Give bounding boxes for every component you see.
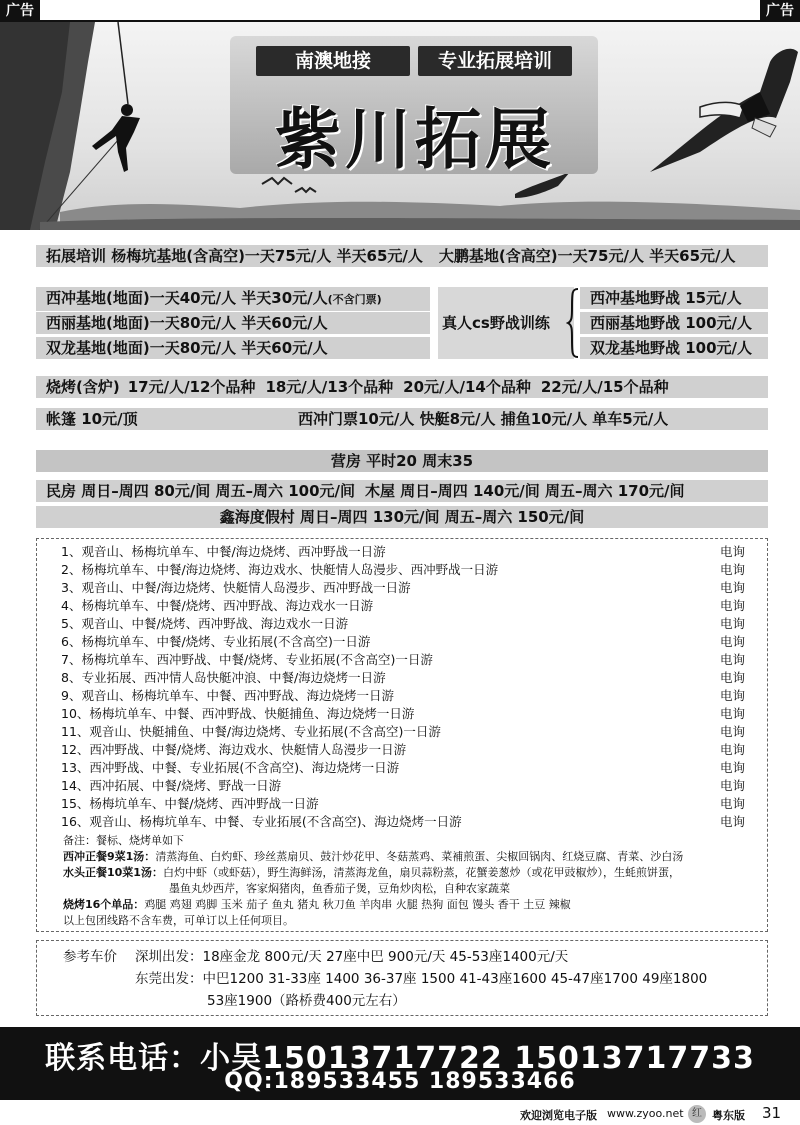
itinerary-price: 电询 xyxy=(719,652,745,667)
itinerary-text: 12、西冲野战、中餐/烧烤、海边戏水、快艇情人岛漫步一日游 xyxy=(61,742,407,757)
itinerary-price: 电询 xyxy=(719,814,745,829)
itinerary-price: 电询 xyxy=(719,706,745,721)
itinerary-price: 电询 xyxy=(719,562,745,577)
car-price-dongguan-cont: 53座1900（路桥费400元左右） xyxy=(207,993,406,1009)
cs-xili: 西丽基地野战 100元/人 xyxy=(580,312,768,334)
climbing-rope xyxy=(118,22,128,104)
itinerary-item xyxy=(61,813,745,831)
itinerary-text: 3、观音山、中餐/海边烧烤、快艇情人岛漫步、西冲野战一日游 xyxy=(61,580,411,595)
footer xyxy=(0,1103,800,1125)
itinerary-item xyxy=(61,669,745,687)
cs-label: 真人cs野战训练 xyxy=(438,287,574,359)
itinerary-item xyxy=(61,579,745,597)
itinerary-price: 电询 xyxy=(719,724,745,739)
itinerary-text: 6、杨梅坑单车、中餐/烧烤、专业拓展(不含高空)一日游 xyxy=(61,634,371,649)
price-row-bbq xyxy=(36,376,768,398)
itinerary-item xyxy=(61,759,745,777)
xichong-menu-items: 清蒸海鱼、白灼虾、珍丝蒸扇贝、鼓汁炒花甲、冬菇蒸鸡、菜補煎蛋、尖椒回锅肉、红烧豆腐、青菜、沙白汤 xyxy=(155,850,684,863)
bbq-option-3: 20元/人/14个品种 xyxy=(403,378,531,396)
itinerary-text: 7、杨梅坑单车、西冲野战、中餐/烧烤、专业拓展(不含高空)一日游 xyxy=(61,652,433,667)
itinerary-item xyxy=(61,615,745,633)
bbq16-menu-items: 鸡腿 鸡翅 鸡脚 玉米 茄子 鱼丸 猪丸 秋刀鱼 羊肉串 火腿 热狗 面包 馒头 香干 土豆 辣椒 xyxy=(144,898,571,911)
shuitou-menu-items: 白灼中虾（或虾菇），野生海鲜汤，清蒸海龙鱼，扇贝蒜粉蒸，花蟹姜葱炒（或花甲豉椒炒），生蚝煎饼蛋， xyxy=(162,866,680,879)
itinerary-price: 电询 xyxy=(719,598,745,613)
price-row-tent xyxy=(36,408,768,430)
tent-price: 帐篷 10元/顶 xyxy=(46,410,138,428)
banner xyxy=(0,22,800,230)
resort-price: 鑫海度假村 周日–周四 130元/间 周五–周六 150元/间 xyxy=(36,506,768,528)
bbq-label: 烧烤(含炉) xyxy=(46,378,120,396)
bbq-option-2: 18元/人/13个品种 xyxy=(265,378,394,396)
itinerary-text: 13、西冲野战、中餐、专业拓展(不含高空)、海边烧烤一日游 xyxy=(61,760,400,775)
itinerary-text: 2、杨梅坑单车、中餐/海边烧烤、海边戏水、快艇情人岛漫步、西冲野战一日游 xyxy=(61,562,499,577)
itinerary-item xyxy=(61,705,745,723)
cs-shuanglong: 双龙基地野战 100元/人 xyxy=(580,337,768,359)
shuitou-menu xyxy=(63,865,680,881)
price-training-yangmeikeng: 拓展培训 杨梅坑基地(含高空)一天75元/人 半天65元/人 xyxy=(46,247,423,265)
car-price-label: 参考车价 xyxy=(63,949,117,965)
shuitou-menu-cont: 墨鱼丸炒西芹，客家焖猪肉，鱼香茄子煲，豆角炒肉松，自种农家蔬菜 xyxy=(169,882,510,895)
homestay-price: 民房 周日–周四 80元/间 周五–周六 100元/间 xyxy=(46,482,356,500)
itinerary-text: 14、西冲拓展、中餐/烧烤、野战一日游 xyxy=(61,778,282,793)
contact-qq: QQ:189533455 189533466 xyxy=(224,1069,576,1094)
itinerary-item xyxy=(61,795,745,813)
tickets-price: 西冲门票10元/人 快艇8元/人 捕鱼10元/人 单车5元/人 xyxy=(298,410,669,428)
footer-edition: 粤东版 xyxy=(712,1109,745,1122)
xichong-menu-label: 西冲正餐9菜1汤： xyxy=(63,850,156,863)
price-training-dapeng: 大鹏基地(含高空)一天75元/人 半天65元/人 xyxy=(438,247,736,265)
page-number: 31 xyxy=(762,1104,782,1122)
price-xichong: 西冲基地(地面)一天40元/人 半天30元/人 xyxy=(46,289,328,307)
xichong-menu xyxy=(63,849,683,865)
itinerary-text: 4、杨梅坑单车、中餐/烧烤、西冲野战、海边戏水一日游 xyxy=(61,598,374,613)
bbq16-menu xyxy=(63,897,571,913)
car-price-box xyxy=(36,940,768,1016)
ad-label-left: 广告 xyxy=(0,0,40,22)
price-row-shuanglong: 双龙基地(地面)一天80元/人 半天60元/人 xyxy=(36,337,430,359)
price-xichong-note: (不含门票) xyxy=(327,293,382,306)
itinerary-price: 电询 xyxy=(719,634,745,649)
footer-site: www.zyoo.net xyxy=(607,1107,684,1120)
itinerary-text: 10、杨梅坑单车、中餐、西冲野战、快艇捕鱼、海边烧烤一日游 xyxy=(61,706,415,721)
footer-message: 欢迎浏览电子版 xyxy=(520,1109,597,1122)
itinerary-price: 电询 xyxy=(719,616,745,631)
itinerary-item xyxy=(61,651,745,669)
itinerary-text: 9、观音山、杨梅坑单车、中餐、西冲野战、海边烧烤一日游 xyxy=(61,688,394,703)
bbq16-menu-label: 烧烤16个单品： xyxy=(63,898,145,911)
car-price-dongguan: 东莞出发：中巴1200 31-33座 1400 36-37座 1500 41-43座1600 45-47座1700 49座1800 xyxy=(135,971,708,987)
subtitle-left: 南澳地接 xyxy=(256,46,410,76)
itinerary-item xyxy=(61,543,745,561)
itinerary-price: 电询 xyxy=(719,670,745,685)
remark-note: 备注：餐标、烧烤单如下 xyxy=(63,834,184,847)
itinerary-text: 16、观音山、杨梅坑单车、中餐、专业拓展(不含高空)、海边烧烤一日游 xyxy=(61,814,462,829)
itinerary-item xyxy=(61,777,745,795)
price-row-xili: 西丽基地(地面)一天80元/人 半天60元/人 xyxy=(36,312,430,334)
cs-xichong: 西冲基地野战 15元/人 xyxy=(580,287,768,309)
itinerary-price: 电询 xyxy=(719,580,745,595)
itinerary-text: 11、观音山、快艇捕鱼、中餐/海边烧烤、专业拓展(不含高空)一日游 xyxy=(61,724,441,739)
price-row-training xyxy=(36,245,768,267)
contact-bar xyxy=(0,1027,800,1100)
itinerary-text: 15、杨梅坑单车、中餐/烧烤、西冲野战一日游 xyxy=(61,796,319,811)
itinerary-text: 8、专业拓展、西冲情人岛快艇冲浪、中餐/海边烧烤一日游 xyxy=(61,670,386,685)
itinerary-price: 电询 xyxy=(719,796,745,811)
car-price-shenzhen: 深圳出发：18座金龙 800元/天 27座中巴 900元/天 45-53座1400元/天 xyxy=(135,949,569,965)
eagle-figure xyxy=(650,49,798,172)
camp-price: 营房 平时20 周末35 xyxy=(36,450,768,472)
itinerary-item xyxy=(61,561,745,579)
package-note: 以上包团线路不含车费，可单订以上任何项目。 xyxy=(63,914,294,927)
itinerary-item xyxy=(61,687,745,705)
contact-phone: 联系电话：小吴15013717722 15013717733 xyxy=(45,1041,755,1076)
itinerary-price: 电询 xyxy=(719,778,745,793)
itinerary-item xyxy=(61,723,745,741)
itinerary-price: 电询 xyxy=(719,688,745,703)
subtitle xyxy=(256,46,572,76)
price-row-xichong xyxy=(36,287,430,311)
itinerary-item xyxy=(61,597,745,615)
bbq-option-1: 17元/人/12个品种 xyxy=(127,378,256,396)
cabin-price: 木屋 周日–周四 140元/间 周五–周六 170元/间 xyxy=(365,482,685,500)
itinerary-price: 电询 xyxy=(719,544,745,559)
itinerary-box xyxy=(36,538,768,932)
shuitou-menu-label: 水头正餐10菜1汤： xyxy=(63,866,163,879)
main-title: 紫川拓展 xyxy=(275,101,555,178)
bird-small-2 xyxy=(295,188,316,192)
ad-label-right: 广告 xyxy=(760,0,800,22)
itinerary-text: 5、观音山、中餐/烧烤、西冲野战、海边戏水一日游 xyxy=(61,616,349,631)
bbq-option-4: 22元/人/15个品种 xyxy=(540,378,669,396)
itinerary-item xyxy=(61,633,745,651)
cs-brace xyxy=(566,287,580,359)
footer-logo-icon: 红 xyxy=(688,1105,706,1123)
subtitle-right: 专业拓展培训 xyxy=(418,46,572,76)
itinerary-price: 电询 xyxy=(719,760,745,775)
itinerary-price: 电询 xyxy=(719,742,745,757)
itinerary-text: 1、观音山、杨梅坑单车、中餐/海边烧烤、西冲野战一日游 xyxy=(61,544,386,559)
price-row-lodging xyxy=(36,480,768,502)
itinerary-item xyxy=(61,741,745,759)
